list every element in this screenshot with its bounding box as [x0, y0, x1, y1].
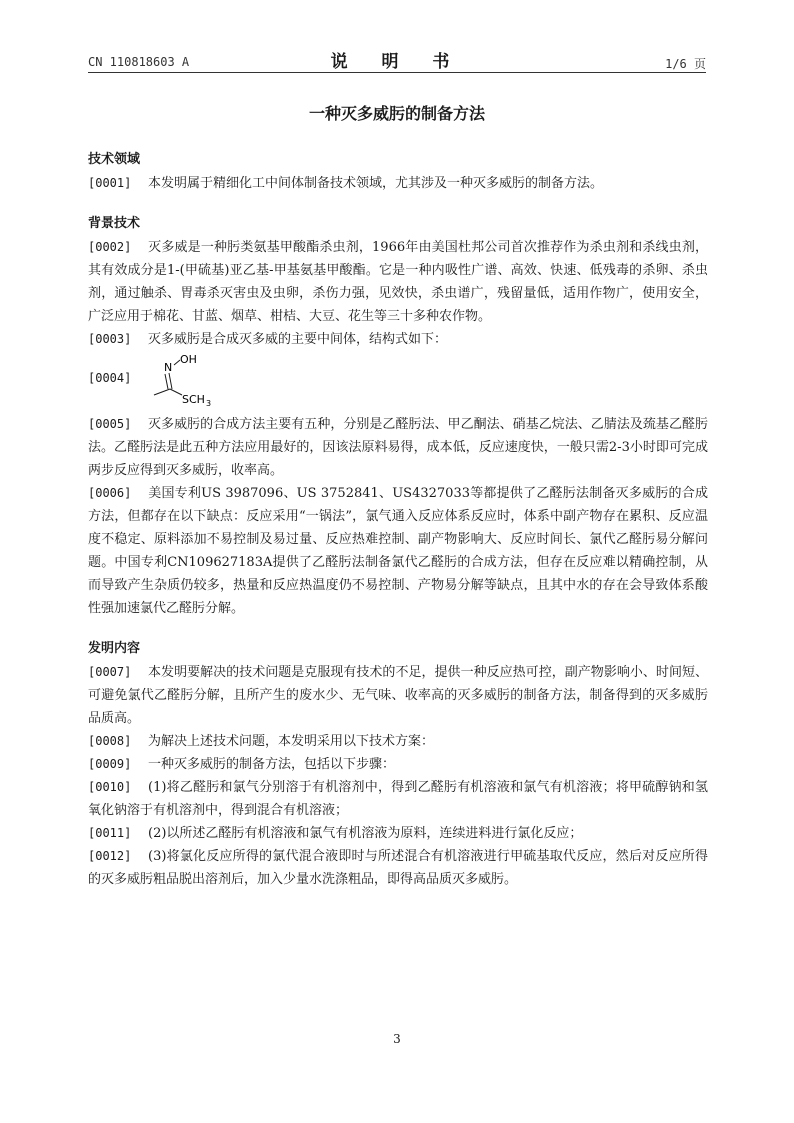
document-title: 一种灭多威肟的制备方法 [308, 104, 485, 123]
paragraph-0010 [88, 776, 708, 822]
paragraph-text: 灭多威肟的合成方法主要有五种，分别是乙醛肟法、甲乙酮法、硝基乙烷法、乙腈法及巯基乙醛肟法。乙醛肟法是此五种方法应用最好的，因该法原料易得，成本低，反应速度快，一般只需2-3小时即可完成两步反应得到灭多威肟，收率高。 [88, 417, 708, 478]
paragraph-0003 [88, 328, 708, 351]
paragraph-number: [0002] [88, 240, 132, 254]
document-type: 说 明 书 [330, 52, 464, 72]
paragraph-text: 灭多威肟是合成灭多威的主要中间体，结构式如下： [148, 332, 448, 347]
atom-oh: OH [180, 353, 197, 366]
paragraph-0002 [88, 236, 708, 328]
paragraph-number: [0009] [88, 757, 132, 771]
paragraph-text: 灭多威是一种肟类氨基甲酸酯杀虫剂，1966年由美国杜邦公司首次推荐作为杀虫剂和杀线虫剂，其有效成分是1-(甲硫基)亚乙基-甲基氨基甲酸酯。它是一种内吸性广谱、高效、快速、低残毒的杀卵、杀虫剂，通过触杀、胃毒杀灭害虫及虫卵，杀伤力强，见效快，杀虫谱广，残留量低，适用作物广，使用安全，广泛应用于棉花、甘蓝、烟草、柑桔、大豆、花生等三十多种农作物。 [88, 240, 708, 324]
double-bond-c-n-b [165, 374, 168, 389]
paragraph-text: 为解决上述技术问题，本发明采用以下技术方案： [148, 734, 435, 749]
paragraph-number: [0003] [88, 332, 132, 346]
atom-n: N [164, 361, 173, 374]
paragraph-0011 [88, 822, 708, 845]
atom-subscript-3: 3 [206, 399, 212, 408]
methomyl-oxime-structure [152, 351, 252, 413]
bond-methyl [154, 389, 170, 395]
patent-number: CN 110818603 A [88, 55, 190, 69]
paragraph-0009 [88, 753, 708, 776]
paragraph-0007 [88, 661, 708, 730]
page-number: 3 [393, 1032, 401, 1046]
header-rule [88, 72, 706, 73]
bond-c-s [170, 389, 182, 395]
double-bond-c-n-a [169, 373, 172, 389]
paragraph-0005 [88, 413, 708, 482]
paragraph-number: [0006] [88, 486, 132, 500]
paragraph-0012 [88, 845, 708, 891]
section-heading-technical-field: 技术领域 [88, 152, 141, 167]
paragraph-number: [0001] [88, 176, 132, 190]
paragraph-text: (1)将乙醛肟和氯气分别溶于有机溶剂中，得到乙醛肟有机溶液和氯气有机溶液；将甲硫醇钠和氢氧化钠溶于有机溶剂中，得到混合有机溶液； [88, 780, 708, 818]
document-body [88, 150, 708, 891]
paragraph-text: 本发明要解决的技术问题是克服现有技术的不足，提供一种反应热可控，副产物影响小、时间短、可避免氯代乙醛肟分解，且所产生的废水少、无气味、收率高的灭多威肟的制备方法，制备得到的灭多威肟品质高。 [88, 665, 708, 726]
atom-sch: SCH [182, 393, 205, 406]
paragraph-text: (2)以所述乙醛肟有机溶液和氯气有机溶液为原料，连续进料进行氯化反应； [148, 826, 583, 841]
paragraph-number: [0011] [88, 826, 132, 840]
paragraph-number: [0010] [88, 780, 132, 794]
paragraph-number: [0008] [88, 734, 132, 748]
paragraph-number: [0007] [88, 665, 132, 679]
section-heading-background: 背景技术 [88, 216, 141, 231]
paragraph-0006 [88, 482, 708, 620]
paragraph-number: [0005] [88, 417, 132, 431]
paragraph-text: 一种灭多威肟的制备方法，包括以下步骤： [148, 757, 396, 772]
page-count: 1/6 页 [665, 57, 706, 71]
paragraph-text: 美国专利US 3987096、US 3752841、US4327033等都提供了乙醛肟法制备灭多威肟的合成方法，但都存在以下缺点：反应采用“一锅法”，氯气通入反应体系反应时，体系中副产物存在累积、反应温度不稳定、原料添加不易控制及易过量、反应热难控制、副产物影响大、反应时间长、氯代乙醛肟易分解问题。中国专利CN109627183A提供了乙醛肟法制备氯代乙醛肟的合成方法，但存在反应难以精确控制，从而导致产生杂质仍较多，热量和反应热温度仍不易控制、产物易分解等缺点，且其中水的存在会导致体系酸性强加速氯代乙醛肟分解。 [88, 486, 708, 616]
section-heading-summary: 发明内容 [88, 641, 141, 656]
paragraph-number: [0012] [88, 849, 132, 863]
paragraph-text: (3)将氯化反应所得的氯代混合液即时与所述混合有机溶液进行甲硫基取代反应，然后对反应所得的灭多威肟粗品脱出溶剂后，加入少量水洗涤粗品，即得高品质灭多威肟。 [88, 849, 708, 887]
paragraph-0001 [88, 172, 708, 195]
paragraph-0008 [88, 730, 708, 753]
paragraph-number: [0004] [88, 371, 132, 385]
paragraph-text: 本发明属于精细化工中间体制备技术领域，尤其涉及一种灭多威肟的制备方法。 [148, 176, 604, 191]
structural-formula-row [88, 351, 708, 413]
